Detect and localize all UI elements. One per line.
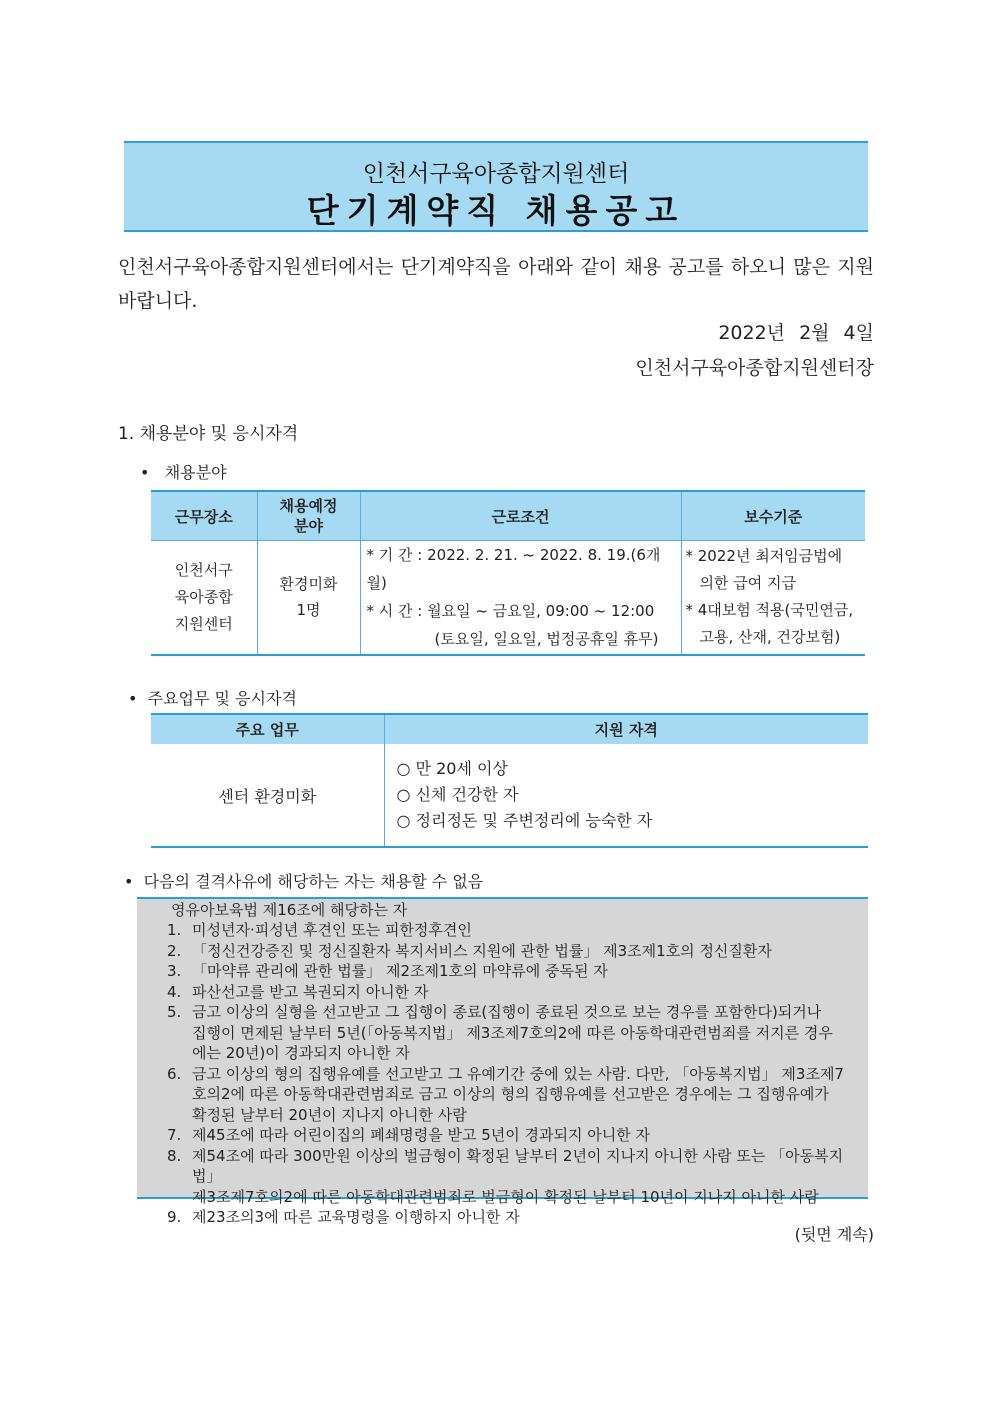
cell-quals: ○ 만 20세 이상 ○ 신체 건강한 자 ○ 정리정돈 및 주변정리에 능숙한 자 (396, 759, 653, 830)
duty-table (151, 713, 868, 848)
col-header-qual: 지원 자격 (384, 714, 868, 744)
continued-note: (뒷면 계속) (794, 1225, 874, 1244)
duty-label: • 주요업무 및 응시자격 (128, 689, 297, 708)
bullet-icon: • (124, 872, 134, 891)
list-item: 8. 제54조에 따라 300만원 이상의 벌금형이 확정된 날부터 2년이 지나지 아니한 사람 또는 「아동복지법」 제3조제7호의2에 따른 아동학대관련범죄로 벌금형이 확정된 날부터 10년이 지나지 아니한 사람 (167, 1146, 844, 1206)
list-item: 4. 파산선고를 받고 복권되지 아니한 자 (167, 982, 429, 1001)
recruit-table (151, 490, 865, 656)
field-label: • 채용분야 (140, 463, 227, 482)
col-header-condition: 근로조건 (360, 491, 681, 541)
list-item: 6. 금고 이상의 형의 집행유예를 선고받고 그 유예기간 중에 있는 사람. 다만, 「아동복지법」 제3조제7 호의2에 따른 아동학대관련범죄로 금고 이상의 형의 집행유예를 선고받은 경우에는 그 집행유예가 확정된 날부터 20년이 지나지 아니한 사람 (167, 1064, 844, 1124)
col-header-pay: 보수기준 (681, 491, 865, 541)
cell-condition: * 기 간 : 2022. 2. 21. ~ 2022. 8. 19.(6개월) * 시 간 : 월요일 ~ 금요일, 09:00 ~ 12:00 (토요일, 일요일, 법정공휴일 휴무) (360, 541, 681, 655)
notice-date: 2022년 2월 4일 (718, 322, 874, 344)
col-header-duty: 주요 업무 (151, 714, 384, 744)
list-item: 3. 「마약류 관리에 관한 법률」 제2조제1호의 마약류에 중독된 자 (167, 962, 608, 980)
col-header-place: 근무장소 (151, 491, 257, 541)
bullet-icon: • (140, 463, 150, 482)
disq-label: • 다음의 결격사유에 해당하는 자는 채용할 수 없음 (124, 872, 484, 891)
list-item: 9. 제23조의3에 따른 교육명령을 이행하지 아니한 자 (167, 1208, 520, 1226)
cell-pay: * 2022년 최저임금법에 의한 급여 지급 * 4대보험 적용(국민연금, 고용, 산재, 건강보험) (681, 541, 865, 655)
section-heading: 1. 채용분야 및 응시자격 (118, 424, 299, 444)
col-header-field: 채용예정 분야 (257, 491, 360, 541)
list-item: 2. 「정신건강증진 및 정신질환자 복지서비스 지원에 관한 법률」 제3조제1호의 정신질환자 (167, 941, 772, 960)
cell-duty: 센터 환경미화 (151, 744, 384, 847)
cell-field: 환경미화 1명 (257, 541, 360, 655)
page-title: 단기계약직 채용공고 (306, 191, 686, 230)
disq-list (167, 920, 867, 1228)
list-item: 7. 제45조에 따라 어린이집의 폐쇄명령을 받고 5년이 경과되지 아니한 자 (167, 1126, 651, 1144)
disq-head: 영유아보육법 제16조에 해당하는 자 (171, 901, 408, 919)
intro-text: 인천서구육아종합지원센터에서는 단기계약직을 아래와 같이 채용 공고를 하오니 많은 지원 바랍니다. (118, 256, 874, 312)
bullet-icon: • (128, 689, 138, 708)
disqualification-box (137, 897, 868, 1226)
list-item: 5. 금고 이상의 실형을 선고받고 그 집행이 종료(집행이 종료된 것으로 보는 경우를 포함한다)되거나 집행이 면제된 날부터 5년(「아동복지법」 제3조제7호의2에 따른 아동학대관련범죄를 저지른 경우 에는 20년)이 경과되지 아니한 자 (167, 1003, 833, 1062)
list-item: 1. 미성년자·피성년 후견인 또는 피한정후견인 (167, 921, 472, 939)
title-box (124, 141, 868, 232)
signer: 인천서구육아종합지원센터장 (635, 357, 874, 379)
org-name: 인천서구육아종합지원센터 (362, 161, 630, 187)
cell-place: 인천서구 육아종합 지원센터 (151, 541, 257, 655)
